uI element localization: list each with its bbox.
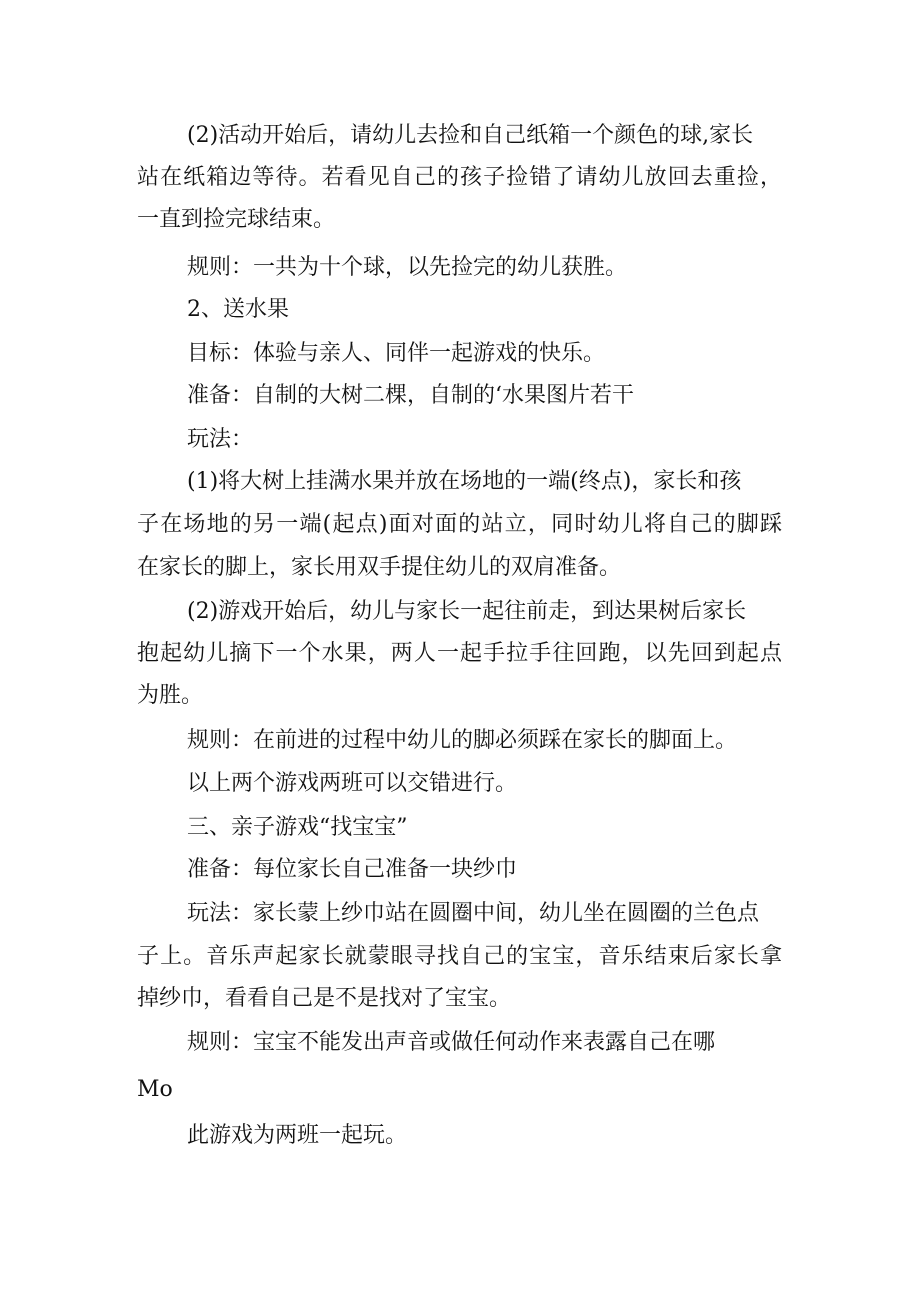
section-heading: 三、亲子游戏“找宝宝” [187, 815, 408, 840]
stray-text: Mo [137, 1077, 173, 1102]
section-heading: 2、送水果 [187, 297, 289, 322]
goal-line: 目标：体验与亲人、同伴一起游戏的快乐。 [187, 341, 606, 366]
paragraph-line: (2)活动开始后，请幼儿去捡和自己纸箱一个颜色的球,家长 [187, 123, 754, 148]
paragraph-line: 子上。音乐声起家长就蒙眼寻找自己的宝宝，音乐结束后家长拿 [137, 944, 782, 969]
paragraph-line: 玩法：家长蒙上纱巾站在圆圈中间，幼儿坐在圆圈的兰色点 [187, 901, 760, 926]
paragraph-line: 为胜。 [137, 683, 204, 708]
paragraph-line: 子在场地的另一端(起点)面对面的站立，同时幼儿将自己的脚踩 [137, 512, 782, 537]
paragraph-line: (2)游戏开始后，幼儿与家长一起往前走，到达果树后家长 [187, 599, 747, 624]
note-line: 以上两个游戏两班可以交错进行。 [187, 771, 518, 796]
preparation-line: 准备：每位家长自己准备一块纱巾 [187, 857, 518, 882]
rule-line: 规则：一共为十个球，以先捡完的幼儿获胜。 [187, 255, 628, 280]
paragraph-line: (1)将大树上挂满水果并放在场地的一端(终点)，家长和孩 [187, 469, 742, 494]
paragraph-line: 在家长的脚上，家长用双手提住幼儿的双肩准备。 [137, 555, 622, 580]
paragraph-line: 站在纸箱边等待。若看见自己的孩子捡错了请幼儿放回去重捡， [137, 165, 782, 190]
paragraph-line: 一直到捡完球结束。 [137, 207, 336, 232]
note-line: 此游戏为两班一起玩。 [187, 1123, 408, 1148]
paragraph-line: 抱起幼儿摘下一个水果，两人一起手拉手往回跑，以先回到起点 [137, 641, 782, 666]
method-label: 玩法： [187, 427, 254, 452]
rule-line: 规则：宝宝不能发出声音或做任何动作来表露自己在哪 [187, 1030, 716, 1055]
preparation-line: 准备：自制的大树二棵，自制的‘水果图片若干 [187, 383, 634, 408]
paragraph-line: 掉纱巾，看看自己是不是找对了宝宝。 [137, 986, 512, 1011]
rule-line: 规则：在前进的过程中幼儿的脚必须踩在家长的脚面上。 [187, 728, 738, 753]
